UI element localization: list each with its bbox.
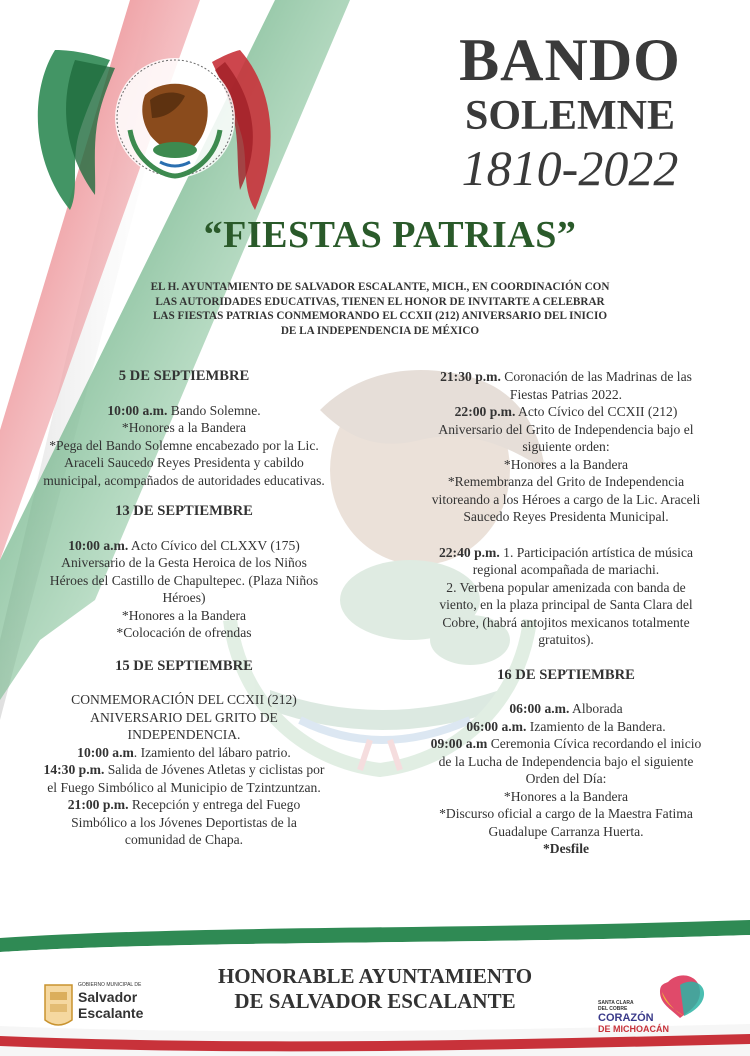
event-line: regional acompañada de mariachi.: [472, 562, 660, 577]
event-text: Ceremonia Cívica recordando el inicio: [487, 736, 702, 751]
event-line: vitoreando a los Héroes a cargo de la Lic. Araceli: [431, 491, 701, 507]
footer-line: DE SALVADOR ESCALANTE: [234, 989, 516, 1013]
event-sep5: [2, 402, 366, 490]
event-text: Bando Solemne.: [167, 402, 261, 418]
event-text: 1. Participación artística de música: [499, 544, 694, 560]
event-line: comunidad de Chapa.: [124, 832, 244, 847]
event-line: Orden del Día:: [525, 771, 607, 786]
event-line: *Discurso oficial a cargo de la Maestra Fatima: [439, 806, 693, 821]
logo-small-text: SANTA CLARA: [598, 1000, 634, 1006]
event-text: Alborada: [569, 701, 623, 716]
title-bando: BANDO: [459, 27, 681, 93]
event-text: Izamiento de la Bandera.: [526, 718, 666, 734]
left-program-column: [2, 368, 366, 861]
footer-title: [150, 964, 600, 1014]
event-line: viento, en la plaza principal de Santa Clara del: [439, 597, 693, 612]
event-line: *Honores a la Bandera: [121, 420, 247, 435]
event-text: Coronación de las Madrinas de las: [500, 369, 692, 384]
right-program-column: [385, 368, 747, 870]
event-line: *Remembranza del Grito de Independencia: [447, 474, 685, 489]
event-time: 06:00 a.m.: [466, 718, 527, 734]
event-line: Cobre, (habrá antojitos mexicanos totalmente: [442, 614, 690, 630]
event-text: . Izamiento del lábaro patrio.: [133, 744, 291, 760]
event-line: *Honores a la Bandera: [503, 456, 629, 472]
event-line: *Pega del Bando Solemne encabezado por la Lic.: [49, 437, 319, 453]
event-line: de la Lucha de Independencia bajo el siguiente: [438, 753, 694, 769]
event-sep15: [2, 691, 366, 849]
subtitle-fiestas-patrias: “FIESTAS PATRIAS”: [203, 214, 577, 256]
event-time: 10:00 a.m.: [68, 537, 129, 553]
event-line: el Fuego Simbólico al Municipio de Tzintzuntzan.: [47, 779, 321, 795]
logo-small-text: GOBIERNO MUNICIPAL DE: [78, 982, 142, 988]
logo-line: Salvador: [78, 989, 138, 1005]
conmemoracion-line: INDEPENDENCIA.: [127, 727, 241, 742]
event-time: 10:00 a.m: [77, 744, 134, 760]
event-line: *Colocación de ofrendas: [116, 625, 252, 640]
day-heading-sep5: 5 DE SEPTIEMBRE: [118, 368, 250, 384]
intro-line: LAS FIESTAS PATRIAS CONMEMORANDO EL CCXII (212) ANIVERSARIO DEL INICIO: [152, 310, 608, 322]
event-text: Acto Cívico del CLXXV (175): [128, 537, 300, 553]
event-time: 14:30 p.m.: [43, 762, 105, 777]
event-2130: [385, 368, 747, 526]
event-time: 09:00 a.m: [430, 736, 488, 751]
event-text: Acto Cívico del CCXII (212): [515, 404, 678, 419]
event-time: 22:40 p.m.: [438, 544, 500, 560]
logo-line: DE MICHOACÁN: [598, 1024, 669, 1034]
intro-line: EL H. AYUNTAMIENTO DE SALVADOR ESCALANTE, MICH., EN COORDINACIÓN CON: [150, 281, 610, 293]
event-time: 22:00 p.m.: [454, 404, 516, 419]
logo-line: Escalante: [78, 1005, 144, 1021]
event-line: *Honores a la Bandera: [121, 607, 247, 623]
event-line: Héroes del Castillo de Chapultepec. (Plaza Niños: [49, 572, 319, 588]
title-solemne: SOLEMNE: [464, 93, 676, 139]
event-sep13: [2, 537, 366, 642]
intro-paragraph: [100, 280, 660, 338]
event-time: 06:00 a.m.: [509, 701, 570, 716]
event-line: Fiestas Patrias 2022.: [509, 386, 623, 402]
day-heading-sep13: 13 DE SEPTIEMBRE: [115, 503, 253, 519]
intro-line: LAS AUTORIDADES EDUCATIVAS, TIENEN EL HONOR DE INVITARTE A CELEBRAR: [155, 295, 605, 308]
corazon-de-michoacan-logo-text: [598, 1000, 718, 1034]
salvador-escalante-logo-text: [78, 982, 168, 1021]
event-text: Recepción y entrega del Fuego: [128, 797, 301, 812]
event-line: Aniversario del Grito de Independencia bajo el: [438, 421, 694, 437]
conmemoracion-line: CONMEMORACIÓN DEL CCXII (212): [71, 692, 297, 707]
title-years: 1810-2022: [461, 140, 679, 196]
event-line: Saucedo Reyes Presidenta Municipal.: [463, 509, 669, 524]
logo-line: CORAZÓN: [598, 1012, 654, 1024]
event-time: 10:00 a.m.: [107, 402, 168, 418]
conmemoracion-line: ANIVERSARIO DEL GRITO DE: [90, 709, 278, 725]
event-line: gratuitos).: [538, 632, 594, 647]
event-line: siguiente orden:: [522, 439, 610, 454]
event-text: Salida de Jóvenes Atletas y ciclistas por: [104, 762, 325, 777]
event-line: *Honores a la Bandera: [503, 788, 629, 804]
day-heading-sep16: 16 DE SEPTIEMBRE: [497, 666, 635, 683]
salvador-escalante-logo: [45, 985, 72, 1025]
event-line: Héroes): [162, 590, 206, 605]
event-line: 2. Verbena popular amenizada con banda de: [446, 579, 686, 595]
logo-small-text: DEL COBRE: [598, 1006, 628, 1012]
intro-line: DE LA INDEPENDENCIA DE MÉXICO: [280, 324, 480, 337]
event-2240: [385, 544, 747, 649]
event-line: Guadalupe Carranza Huerta.: [488, 823, 644, 839]
event-line: Simbólico a los Jóvenes Deportistas de la: [71, 814, 297, 830]
event-line: Araceli Saucedo Reyes Presidenta y cabildo: [64, 455, 304, 470]
event-sep16: [385, 700, 747, 858]
day-heading-sep15: 15 DE SEPTIEMBRE: [115, 657, 253, 674]
event-line: municipal, acompañados de autoridades educativas.: [43, 472, 325, 488]
event-line: Aniversario de la Gesta Heroica de los Niños: [61, 555, 307, 570]
desfile-label: *Desfile: [542, 841, 590, 856]
footer-line: HONORABLE AYUNTAMIENTO: [217, 964, 533, 988]
event-time: 21:00 p.m.: [67, 797, 129, 812]
event-time: 21:30 p.m.: [440, 369, 501, 384]
